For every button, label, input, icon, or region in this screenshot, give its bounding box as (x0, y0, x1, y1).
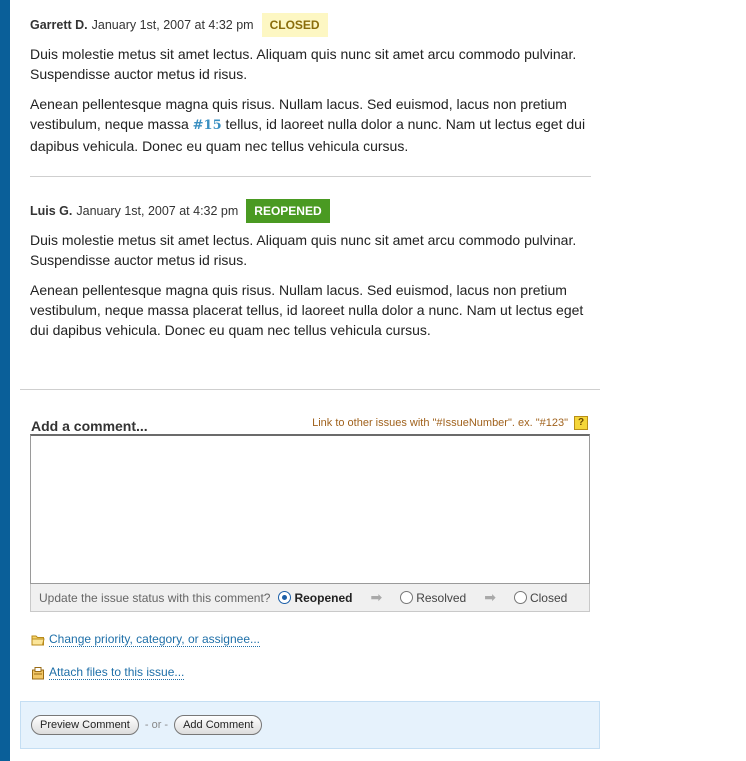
status-badge-reopened: REOPENED (246, 199, 329, 223)
left-accent-bar (0, 0, 10, 761)
comment-timestamp: January 1st, 2007 at 4:32 pm (76, 204, 239, 218)
status-option-label: Closed (529, 590, 568, 605)
arrow-right-icon: ➡ (484, 589, 496, 605)
comment-meta (30, 198, 592, 224)
comment-text: Aenean pellentesque magna quis risus. Nullam lacus. Sed euismod, lacus non pretium vestibulum, neque massa (30, 96, 567, 132)
issue-link[interactable]: #15 (192, 118, 222, 133)
attach-files-action[interactable] (31, 665, 184, 680)
folder-icon (31, 633, 45, 647)
change-priority-action[interactable] (31, 632, 260, 647)
link-help-text: Link to other issues with "#IssueNumber". ex. "#123" (312, 417, 568, 429)
comment-meta (30, 12, 592, 38)
comment-author: Luis G. (30, 204, 73, 218)
radio-reopened[interactable] (278, 591, 291, 604)
preview-comment-button[interactable]: Preview Comment (31, 715, 139, 735)
attach-files-link[interactable]: Attach files to this issue... (49, 665, 185, 679)
status-update-bar (30, 584, 590, 612)
status-option-label: Reopened (294, 590, 353, 605)
status-option-closed[interactable] (514, 591, 567, 605)
comment-actions-footer (20, 701, 600, 749)
status-option-resolved[interactable] (400, 591, 466, 605)
comment-divider (30, 176, 591, 177)
section-divider (20, 389, 600, 390)
attach-files-icon (31, 666, 45, 680)
status-prompt: Update the issue status with this comment? (39, 590, 271, 605)
comment-paragraph: Duis molestie metus sit amet lectus. Aliquam quis nunc sit amet arcu commodo pulvinar. Suspendisse auctor metus id risus. (30, 46, 577, 82)
add-comment-title: Add a comment... (31, 418, 148, 434)
add-comment-button[interactable]: Add Comment (174, 715, 262, 735)
comment-text: tellus, id laoreet nulla dolor a nunc. Nam ut lectus eget dui dapibus vehicula. Donec eu quam nec tellus vehicula cursus. (30, 116, 586, 154)
radio-closed[interactable] (514, 591, 527, 604)
comment-item (30, 12, 592, 156)
comment-timestamp: January 1st, 2007 at 4:32 pm (91, 18, 254, 32)
status-badge-closed: CLOSED (262, 13, 328, 37)
status-option-reopened[interactable] (278, 591, 352, 605)
arrow-right-icon: ➡ (370, 589, 383, 605)
comment-paragraph: Aenean pellentesque magna quis risus. Nullam lacus. Sed euismod, lacus non pretium vestibulum, neque massa placerat tellus, id laoreet nulla dolor a nunc. Nam ut lectus eget dui dapibus vehicula. Donec eu quam nec tellus vehicula cursus. (30, 282, 584, 338)
comment-item (30, 198, 592, 340)
comment-paragraph: Duis molestie metus sit amet lectus. Aliquam quis nunc sit amet arcu commodo pulvinar. Suspendisse auctor metus id risus. (30, 232, 577, 268)
comment-textarea[interactable] (30, 434, 590, 584)
link-help-hint (312, 416, 588, 430)
status-option-label: Resolved (416, 590, 467, 605)
radio-resolved[interactable] (400, 591, 413, 604)
or-separator: - or - (144, 719, 169, 731)
help-icon[interactable]: ? (574, 416, 588, 430)
comment-paragraph (30, 94, 592, 156)
comment-author: Garrett D. (30, 18, 88, 32)
change-priority-link[interactable]: Change priority, category, or assignee... (49, 632, 260, 646)
